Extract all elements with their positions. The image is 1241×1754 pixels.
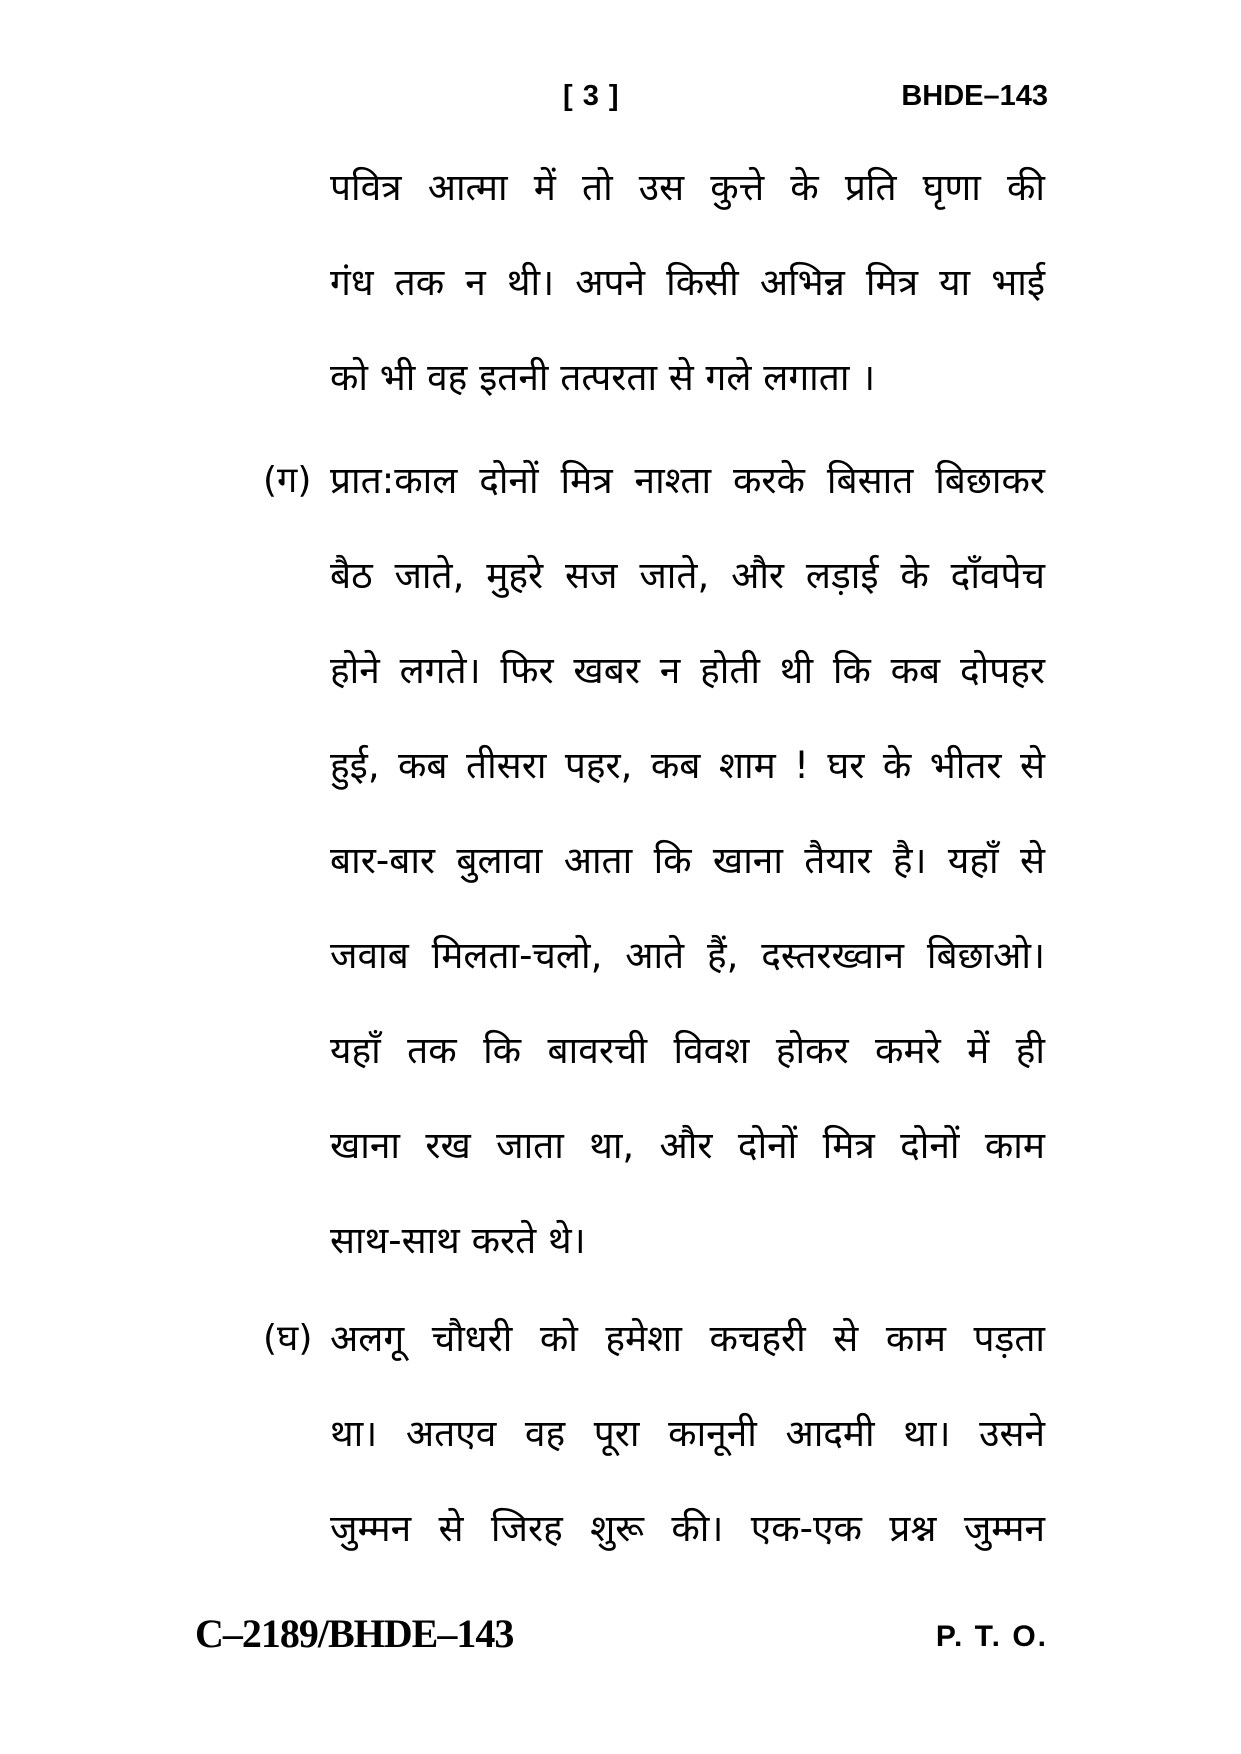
text-line: पवित्र आत्मा में तो उस कुत्ते के प्रति घृणा की	[330, 166, 1045, 209]
text-line: था। अतएव वह पूरा कानूनी आदमी था। उसने	[330, 1412, 1045, 1455]
text-line: जवाब मिलता-चलो, आते हैं, दस्तरख्वान बिछाओ।	[330, 934, 1045, 977]
paragraph-label-ga: (ग)	[263, 460, 312, 501]
text-line: बैठ जाते, मुहरे सज जाते, और लड़ाई के दाँवपेच	[330, 554, 1045, 597]
text-line: को भी वह इतनी तत्परता से गले लगाता ।	[330, 356, 876, 399]
paragraph-gha	[263, 1291, 1045, 1576]
text-line: हुई, कब तीसरा पहर, कब शाम ! घर के भीतर से	[330, 744, 1045, 787]
paragraph-lines	[330, 140, 1045, 425]
paragraph-label-gha: (घ)	[263, 1318, 313, 1359]
page-number: [ 3 ]	[563, 80, 620, 112]
text-line: बार-बार बुलावा आता कि खाना तैयार है। यहाँ से	[330, 839, 1045, 882]
footer-pto: P. T. O.	[935, 1620, 1048, 1653]
text-line: अलगू चौधरी को हमेशा कचहरी से काम पड़ता	[330, 1317, 1045, 1360]
text-line: खाना रख जाता था, और दोनों मित्र दोनों काम	[330, 1124, 1045, 1167]
text-line: साथ-साथ करते थे।	[330, 1219, 586, 1262]
footer-paper-code: C–2189/BHDE–143	[195, 1611, 514, 1656]
text-line: यहाँ तक कि बावरची विवश होकर कमरे में ही	[330, 1029, 1045, 1072]
text-line: जुम्मन से जिरह शुरू की। एक-एक प्रश्न जुम्मन	[330, 1507, 1045, 1550]
text-line: होने लगते। फिर खबर न होती थी कि कब दोपहर	[330, 649, 1045, 692]
paragraph-ga	[263, 433, 1045, 1288]
text-line: गंध तक न थी। अपने किसी अभिन्न मित्र या भाई	[330, 261, 1045, 304]
text-line: प्रात:काल दोनों मित्र नाश्ता करके बिसात बिछाकर	[330, 459, 1045, 502]
paragraph-continuation	[263, 140, 1045, 425]
paragraph-lines	[330, 1291, 1045, 1576]
paper-code-header: BHDE–143	[901, 80, 1048, 112]
paragraph-lines	[330, 433, 1045, 1288]
